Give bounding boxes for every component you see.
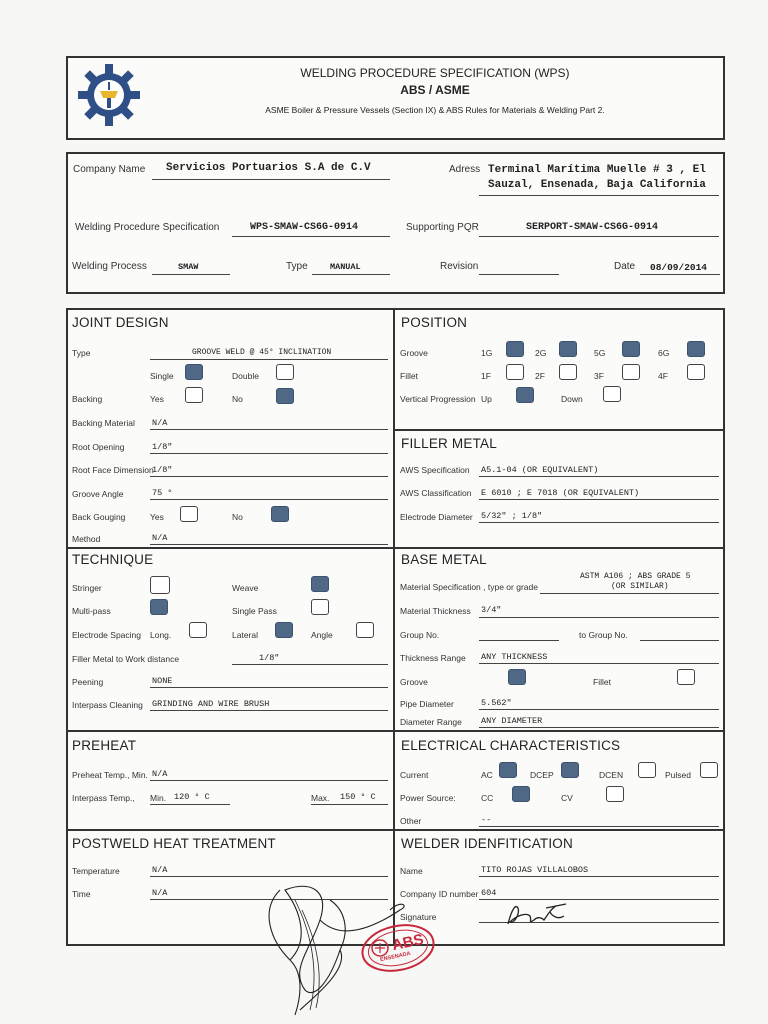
date-value: 08/09/2014 <box>650 262 708 273</box>
header-description: ASME Boiler & Pressure Vessels (Section IX) & ABS Rules for Materials & Welding Part 2. <box>265 105 605 115</box>
filler-aws-spec-line <box>479 476 719 477</box>
jd-type-label: Type <box>72 348 91 358</box>
pqr-line <box>479 236 719 237</box>
filler-diameter-label: Electrode Diameter <box>400 512 473 522</box>
el-dcen-label: DCEN <box>599 770 624 780</box>
pwht-time-label: Time <box>72 889 91 899</box>
welder-name-value: TITO ROJAS VILLALOBOS <box>481 865 589 875</box>
jd-backing-label: Backing <box>72 394 103 404</box>
jd-gouging-yes-label: Yes <box>150 512 164 522</box>
bm-spec-line1: ASTM A106 ; ABS GRADE 5 <box>580 572 691 581</box>
tech-interpass-line <box>150 710 388 711</box>
divider-right-3 <box>393 730 725 732</box>
company-name-value: Servicios Portuarios S.A de C.V <box>166 162 371 174</box>
abs-stamp-text: ABS <box>390 930 426 955</box>
bm-thickness-line <box>479 617 719 618</box>
welder-id-value: 604 <box>481 888 497 898</box>
filler-aws-spec-label: AWS Specification <box>400 465 470 475</box>
jd-backing-material-line <box>150 429 388 430</box>
gear-logo-icon <box>74 60 144 130</box>
ph-min-value: N/A <box>152 769 168 779</box>
jd-backing-yes-checkbox[interactable] <box>185 387 203 403</box>
type-value: MANUAL <box>330 262 361 272</box>
tech-filler-dist-value: 1/8" <box>259 653 280 663</box>
jd-groove-angle-value: 75 ° <box>152 488 173 498</box>
bm-group-label: Group No. <box>400 630 440 640</box>
jd-backing-material-label: Backing Material <box>72 418 135 428</box>
pos-1g-checkbox[interactable] <box>506 341 524 357</box>
el-cv-checkbox[interactable] <box>606 786 624 802</box>
bm-spec-line <box>540 593 719 594</box>
tech-long-checkbox[interactable] <box>189 622 207 638</box>
pos-groove-label: Groove <box>400 348 428 358</box>
el-ac-checkbox[interactable] <box>499 762 517 778</box>
bm-thick-range-value: ANY THICKNESS <box>481 652 548 662</box>
pos-2g-label: 2G <box>535 348 547 358</box>
center-divider <box>393 308 395 946</box>
tech-interpass-label: Interpass Cleaning <box>72 700 143 710</box>
jd-back-gouging-label: Back Gouging <box>72 512 126 522</box>
tech-peening-label: Peening <box>72 677 104 687</box>
tech-filler-dist-line <box>232 664 388 665</box>
position-title: POSITION <box>401 315 468 330</box>
revision-line <box>479 274 559 275</box>
tech-singlepass-checkbox[interactable] <box>311 599 329 615</box>
pos-6g-label: 6G <box>658 348 670 358</box>
pos-4f-checkbox[interactable] <box>687 364 705 380</box>
pqr-value: SERPORT-SMAW-CS6G-0914 <box>526 222 659 233</box>
ph-min-line <box>150 780 388 781</box>
jd-root-face-line <box>150 476 388 477</box>
ph-min2-label: Min. <box>150 793 167 803</box>
bm-group-line <box>479 640 559 641</box>
bm-spec-line2: (OR SIMILAR) <box>611 582 669 591</box>
tech-peening-value: NONE <box>152 676 173 686</box>
wps-line <box>232 236 390 237</box>
bm-thickness-value: 3/4" <box>481 605 502 615</box>
tech-stringer-label: Stringer <box>72 583 102 593</box>
filler-aws-class-value: E 6010 ; E 7018 (OR EQUIVALENT) <box>481 488 640 498</box>
welder-id-label: Company ID number <box>400 889 479 899</box>
filler-aws-spec-value: A5.1-04 (OR EQUIVALENT) <box>481 465 599 475</box>
bm-spec-label: Material Specification , type or grade <box>400 582 538 592</box>
welder-sig-label: Signature <box>400 912 437 922</box>
pos-6g-checkbox[interactable] <box>687 341 705 357</box>
jd-root-face-value: 1/8" <box>152 465 173 475</box>
pwht-temp-label: Temperature <box>72 866 120 876</box>
tech-spacing-label: Electrode Spacing <box>72 630 141 640</box>
divider-right-4 <box>393 829 725 831</box>
tech-interpass-value: GRINDING AND WIRE BRUSH <box>152 699 270 709</box>
ph-max-line <box>311 804 388 805</box>
el-cv-label: CV <box>561 793 573 803</box>
filler-aws-class-label: AWS Classification <box>400 488 472 498</box>
date-label: Date <box>614 261 636 272</box>
abs-stamp-subtext: ENSENADA <box>379 950 412 964</box>
electrical-title: ELECTRICAL CHARACTERISTICS <box>401 738 621 753</box>
ph-interpass-label: Interpass Temp., <box>72 793 135 803</box>
jd-single-checkbox[interactable] <box>185 364 203 380</box>
wps-label: Welding Procedure Specification <box>75 222 220 233</box>
jd-double-label: Double <box>232 371 259 381</box>
welder-name-line <box>479 876 719 877</box>
filler-diameter-value: 5/32" ; 1/8" <box>481 511 543 521</box>
bm-dia-range-value: ANY DIAMETER <box>481 716 543 726</box>
pos-4f-label: 4F <box>658 371 668 381</box>
el-cc-checkbox[interactable] <box>512 786 530 802</box>
pos-down-checkbox[interactable] <box>603 386 621 402</box>
company-name-line <box>152 179 390 180</box>
address-line1: Terminal Marítima Muelle # 3 , El <box>488 164 706 176</box>
el-power-label: Power Source: <box>400 793 456 803</box>
tech-long-label: Long. <box>150 630 172 640</box>
el-other-value: -- <box>481 815 492 825</box>
filler-diameter-line <box>479 522 719 523</box>
bm-thickness-label: Material Thickness <box>400 606 471 616</box>
bm-to-group-label: to Group No. <box>579 630 628 640</box>
pos-down-label: Down <box>561 394 583 404</box>
el-dcep-label: DCEP <box>530 770 554 780</box>
jd-type-line <box>150 359 388 360</box>
el-ac-label: AC <box>481 770 493 780</box>
tech-filler-dist-label: Filler Metal to Work distance <box>72 654 180 664</box>
jd-backing-yes-label: Yes <box>150 394 164 404</box>
bm-groove-checkbox[interactable] <box>508 669 526 685</box>
welder-signature <box>500 898 570 930</box>
pwht-title: POSTWELD HEAT TREATMENT <box>72 836 276 851</box>
bm-pipe-label: Pipe Diameter <box>400 699 454 709</box>
welder-title: WELDER IDENFITICATION <box>401 836 573 851</box>
bm-fillet-checkbox[interactable] <box>677 669 695 685</box>
filler-title: FILLER METAL <box>401 436 497 451</box>
tech-multipass-checkbox[interactable] <box>150 599 168 615</box>
el-other-line <box>479 826 719 827</box>
jd-gouging-no-label: No <box>232 512 243 522</box>
bm-pipe-value: 5.562" <box>481 698 512 708</box>
pos-vertical-label: Vertical Progression <box>400 394 476 404</box>
tech-multipass-label: Multi-pass <box>72 606 111 616</box>
jd-groove-angle-label: Groove Angle <box>72 489 124 499</box>
jd-root-opening-line <box>150 453 388 454</box>
tech-singlepass-label: Single Pass <box>232 606 277 616</box>
wps-value: WPS-SMAW-CS6G-0914 <box>250 222 359 233</box>
divider-right-2 <box>393 547 725 549</box>
tech-peening-line <box>150 687 388 688</box>
bm-dia-range-label: Diameter Range <box>400 717 462 727</box>
el-cc-label: CC <box>481 793 494 803</box>
header-title: WELDING PROCEDURE SPECIFICATION (WPS) <box>300 66 570 80</box>
pos-1f-checkbox[interactable] <box>506 364 524 380</box>
jd-gouging-no-checkbox[interactable] <box>271 506 289 522</box>
pos-5g-label: 5G <box>594 348 606 358</box>
jd-method-value: N/A <box>152 533 168 543</box>
pos-5g-checkbox[interactable] <box>622 341 640 357</box>
jd-method-line <box>150 544 388 545</box>
jd-backing-no-checkbox[interactable] <box>276 388 294 404</box>
pos-2f-checkbox[interactable] <box>559 364 577 380</box>
ph-min-label: Preheat Temp., Min. <box>72 770 148 780</box>
el-pulsed-checkbox[interactable] <box>700 762 718 778</box>
jd-backing-no-label: No <box>232 394 243 404</box>
bm-thick-range-label: Thickness Range <box>400 653 466 663</box>
preheat-title: PREHEAT <box>72 738 137 753</box>
address-label: Adress <box>449 164 481 175</box>
divider-left-3 <box>66 829 394 831</box>
jd-root-opening-label: Root Opening <box>72 442 125 452</box>
divider-left-2 <box>66 730 394 732</box>
welder-name-label: Name <box>400 866 423 876</box>
process-label: Welding Process <box>72 261 147 272</box>
pos-up-label: Up <box>481 394 492 404</box>
filler-aws-class-line <box>479 499 719 500</box>
pqr-label: Supporting PQR <box>406 222 479 233</box>
pos-1g-label: 1G <box>481 348 493 358</box>
type-label: Type <box>286 261 308 272</box>
el-dcen-checkbox[interactable] <box>638 762 656 778</box>
bm-fillet-label: Fillet <box>593 677 611 687</box>
process-line <box>152 274 230 275</box>
revision-label: Revision <box>440 261 479 272</box>
company-name-label: Company Name <box>73 164 146 175</box>
bm-thick-range-line <box>479 663 719 664</box>
divider-right-1 <box>393 429 725 431</box>
tech-angle-label: Angle <box>311 630 333 640</box>
ph-max-label: Max. <box>311 793 330 803</box>
pos-2f-label: 2F <box>535 371 545 381</box>
address-line <box>479 195 719 196</box>
el-other-label: Other <box>400 816 422 826</box>
el-dcep-checkbox[interactable] <box>561 762 579 778</box>
jd-single-label: Single <box>150 371 174 381</box>
jd-root-face-label: Root Face Dimension <box>72 465 154 475</box>
jd-method-label: Method <box>72 534 101 544</box>
pos-3f-label: 3F <box>594 371 604 381</box>
technique-title: TECHNIQUE <box>72 552 154 567</box>
bm-groove-label: Groove <box>400 677 428 687</box>
jd-type-value: GROOVE WELD @ 45° INCLINATION <box>192 348 332 357</box>
tech-weave-label: Weave <box>232 583 259 593</box>
bm-to-group-line <box>640 640 719 641</box>
date-line <box>640 274 720 275</box>
el-current-label: Current <box>400 770 429 780</box>
pos-3f-checkbox[interactable] <box>622 364 640 380</box>
divider-left-1 <box>66 547 394 549</box>
jd-groove-angle-line <box>150 499 388 500</box>
process-value: SMAW <box>178 262 199 272</box>
address-line2: Sauzal, Ensenada, Baja California <box>488 179 706 191</box>
jd-root-opening-value: 1/8" <box>152 442 173 452</box>
pos-2g-checkbox[interactable] <box>559 341 577 357</box>
bm-pipe-line <box>479 709 719 710</box>
ph-max-value: 150 ° C <box>340 792 376 802</box>
tech-lateral-checkbox[interactable] <box>275 622 293 638</box>
pwht-time-value: N/A <box>152 888 168 898</box>
ph-min2-line <box>150 804 230 805</box>
bm-dia-range-line <box>479 727 719 728</box>
el-pulsed-label: Pulsed <box>665 770 691 780</box>
base-metal-title: BASE METAL <box>401 552 487 567</box>
tech-weave-checkbox[interactable] <box>311 576 329 592</box>
tech-angle-checkbox[interactable] <box>356 622 374 638</box>
pos-fillet-label: Fillet <box>400 371 418 381</box>
pos-up-checkbox[interactable] <box>516 387 534 403</box>
tech-lateral-label: Lateral <box>232 630 258 640</box>
pwht-temp-value: N/A <box>152 865 168 875</box>
jd-backing-material-value: N/A <box>152 418 168 428</box>
type-line <box>312 274 390 275</box>
header-subtitle: ABS / ASME <box>400 83 470 97</box>
pos-1f-label: 1F <box>481 371 491 381</box>
jd-double-checkbox[interactable] <box>276 364 294 380</box>
ph-min2-value: 120 ° C <box>174 792 210 802</box>
tech-stringer-checkbox[interactable] <box>150 576 170 594</box>
joint-design-title: JOINT DESIGN <box>72 315 169 330</box>
jd-gouging-yes-checkbox[interactable] <box>180 506 198 522</box>
